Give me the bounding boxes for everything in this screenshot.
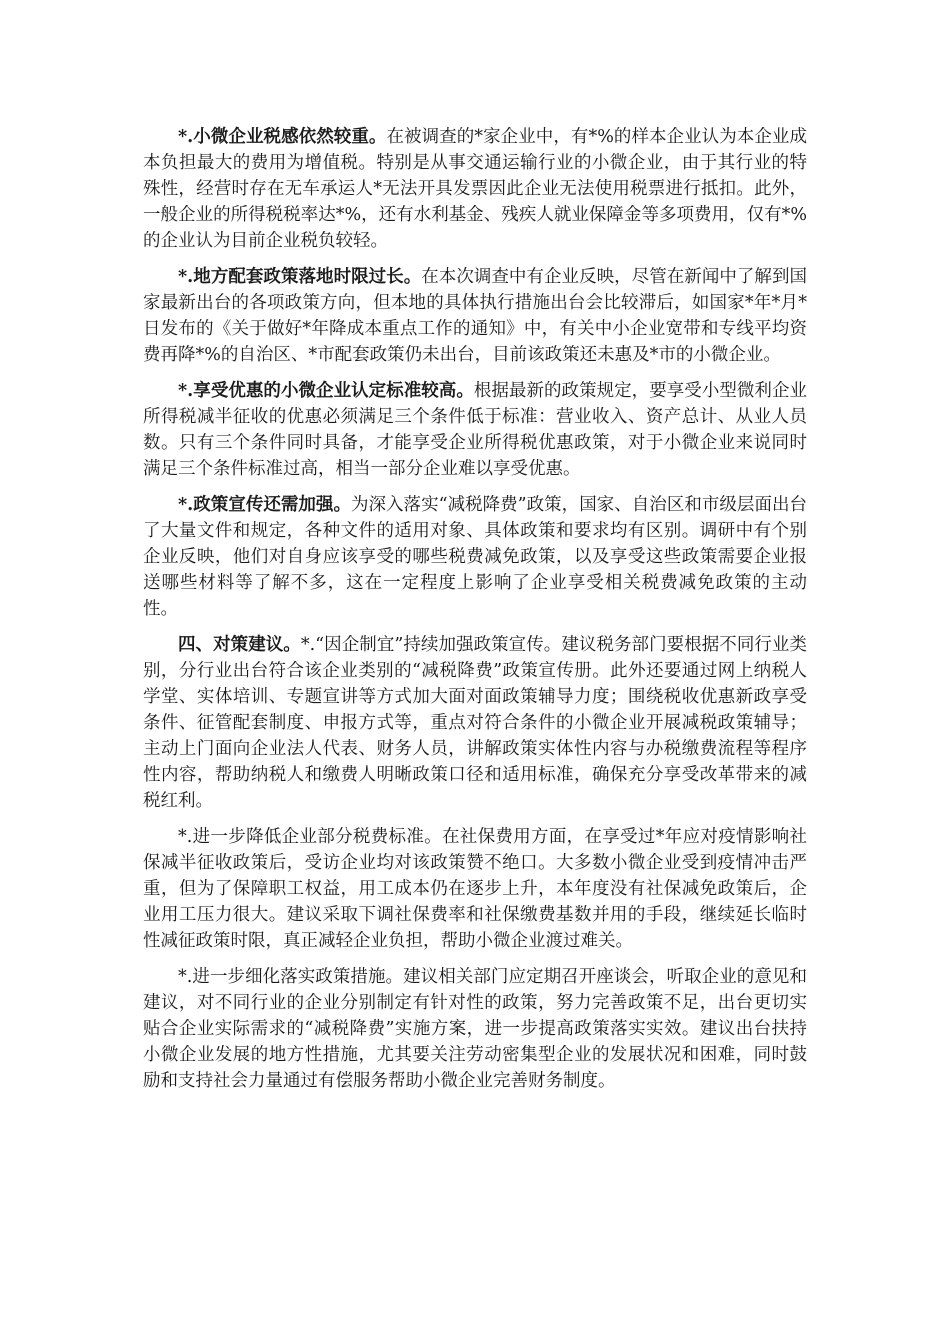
paragraph-text: 为深入落实“减税降费”政策，国家、自治区和市级层面出台了大量文件和规定，各种文件的适用对象、具体政策和要求均有区别。调研中有个别企业反映，他们对自身应该享受的哪些税费减免政策，以及享受这些政策需要企业报送哪些材料等了解不多，这在一定程度上影响了企业享受相关税费减免政策的主动性。 — [143, 495, 807, 619]
paragraph-text: *.进一步降低企业部分税费标准。在社保费用方面，在享受过*年应对疫情影响社保减半征收政策后，受访企业均对该政策赞不绝口。大多数小微企业受到疫情冲击严重，但为了保障职工权益，用工成本仍在逐步上升，本年度没有社保减免政策后，企业用工压力很大。建议采取下调社保费率和社保缴费基数并用的手段，继续延长临时性减征政策时限，真正减轻企业负担，帮助小微企业渡过难关。 — [143, 827, 807, 951]
paragraph-text: 根据最新的政策规定，要享受小型微利企业所得税减半征收的优惠必须满足三个条件低于标准：营业收入、资产总计、从业人员数。只有三个条件同时具备，才能享受企业所得税优惠政策，对于小微企业来说同时满足三个条件标准过高，相当一部分企业难以享受优惠。 — [143, 381, 808, 479]
document-body — [143, 124, 807, 1104]
paragraph-text: *.“因企制宜”持续加强政策宣传。建议税务部门要根据不同行业类别，分行业出台符合该企业类别的“减税降费”政策宣传册。此外还要通过网上纳税人学堂、实体培训、专题宣讲等方式加大面对面政策辅导力度；围绕税收优惠新政享受条件、征管配套制度、申报方式等，重点对符合条件的小微企业开展减税政策辅导；主动上门面向企业法人代表、财务人员，讲解政策实体性内容与办税缴费流程等程序性内容，帮助纳税人和缴费人明晰政策口径和适用标准，确保充分享受改革带来的减税红利。 — [143, 635, 807, 811]
paragraph-heading: *.政策宣传还需加强。 — [178, 495, 351, 515]
paragraph-text: *.进一步细化落实政策措施。建议相关部门应定期召开座谈会，听取企业的意见和建议，对不同行业的企业分别制定有针对性的政策，努力完善政策不足，出台更切实贴合企业实际需求的“减税降费”实施方案，进一步提高政策落实实效。建议出台扶持小微企业发展的地方性措施，尤其要关注劳动密集型企业的发展状况和困难，同时鼓励和支持社会力量通过有偿服务帮助小微企业完善财务制度。 — [143, 967, 807, 1091]
paragraph-refine-measures — [143, 964, 807, 1094]
paragraph-heading: *.小微企业税感依然较重。 — [178, 127, 387, 147]
paragraph-policy-publicity — [143, 492, 807, 622]
paragraph-text: 在本次调查中有企业反映，尽管在新闻中了解到国家最新出台的各项政策方向，但本地的具体执行措施出台会比较滞后，如国家*年*月*日发布的《关于做好*年降成本重点工作的通知》中，有关中小企业宽带和专线平均资费再降*%的自治区、*市配套政策仍未出台，目前该政策还未惠及*市的小微企业。 — [143, 267, 807, 365]
paragraph-reduce-fees — [143, 824, 807, 954]
paragraph-certification-standard — [143, 378, 807, 482]
paragraph-local-policy-delay — [143, 264, 807, 368]
paragraph-tax-burden — [143, 124, 807, 254]
paragraph-heading: *.享受优惠的小微企业认定标准较高。 — [178, 381, 474, 401]
paragraph-text: 在被调查的*家企业中，有*%的样本企业认为本企业成本负担最大的费用为增值税。特别是从事交通运输行业的小微企业，由于其行业的特殊性，经营时存在无车承运人*无法开具发票因此企业无法使用税票进行抵扣。此外，一般企业的所得税税率达*%，还有水利基金、残疾人就业保障金等多项费用，仅有*%的企业认为目前企业税负较轻。 — [143, 127, 807, 251]
paragraph-heading: *.地方配套政策落地时限过长。 — [178, 267, 422, 287]
paragraph-countermeasures — [143, 632, 807, 814]
paragraph-heading: 四、对策建议。 — [178, 635, 301, 655]
